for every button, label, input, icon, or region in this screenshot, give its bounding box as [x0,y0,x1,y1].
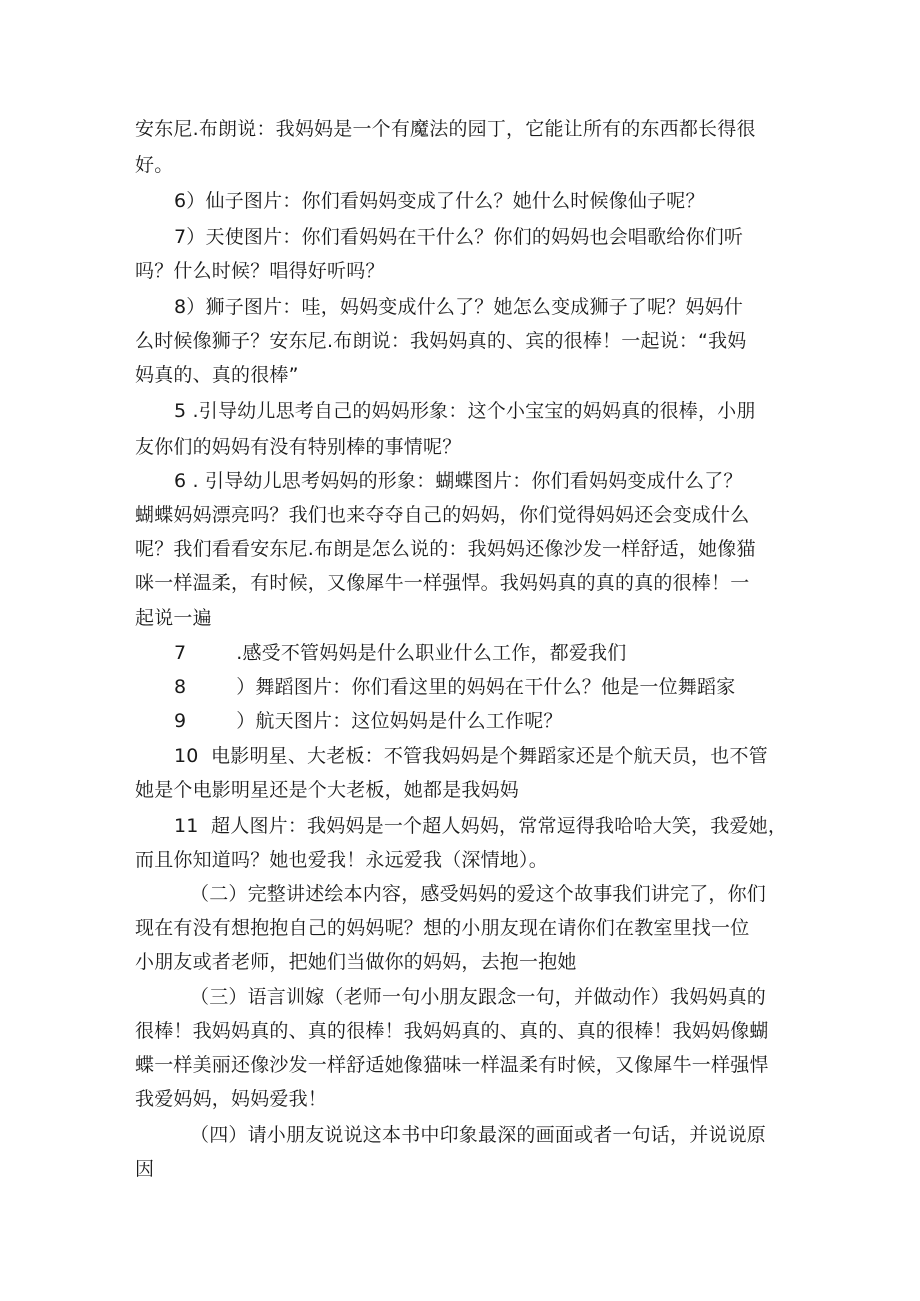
text-line-13: 呢？我们看看安东尼.布朗是怎么说的：我妈妈还像沙发一样舒适，她像猫 [135,538,756,560]
text-line-24: 现在有没有想抱抱自己的妈妈呢？想的小朋友现在请你们在教室里找一位 [135,917,750,939]
text-line-21: 11 超人图片：我妈妈是一个超人妈妈，常常逗得我哈哈大笑，我爱她， [174,815,788,837]
text-line-1: 安东尼.布朗说：我妈妈是一个有魔法的园丁，它能让所有的东西都长得很 [135,118,756,140]
text-line-27: 很棒！我妈妈真的、真的很棒！我妈妈真的、真的、真的很棒！我妈妈像蝴 [135,1020,769,1042]
text-line-9: 5 .引导幼儿思考自己的妈妈形象：这个小宝宝的妈妈真的很棒，小朋 [174,400,756,422]
text-line-17: 8 ）舞蹈图片：你们看这里的妈妈在干什么？他是一位舞蹈家 [174,676,736,698]
text-line-28: 蝶一样美丽还像沙发一样舒适她像猫味一样温柔有时候，又像犀牛一样强悍 [135,1054,769,1076]
text-line-18: 9 ）航天图片：这位妈妈是什么工作呢？ [174,710,563,732]
text-line-5: 吗？什么时候？唱得好听吗？ [135,260,385,282]
text-line-29: 我爱妈妈，妈妈爱我！ [135,1088,328,1110]
text-line-20: 她是个电影明星还是个大老板，她都是我妈妈 [135,779,520,801]
text-line-6: 8）狮子图片：哇，妈妈变成什么了？她怎么变成狮子了呢？妈妈什 [174,296,744,318]
text-line-22: 而且你知道吗？她也爱我！永远爱我（深情地）。 [135,849,548,871]
text-line-19: 10 电影明星、大老板：不管我妈妈是个舞蹈家还是个航天员，也不管 [174,745,768,767]
text-line-4: 7）天使图片：你们看妈妈在干什么？你们的妈妈也会唱歌给你们听 [174,226,744,248]
text-line-16: 7 .感受不管妈妈是什么职业什么工作，都爱我们 [174,642,627,664]
text-line-3: 6）仙子图片：你们看妈妈变成了什么？她什么时候像仙子呢？ [174,190,705,212]
text-line-2: 好。 [135,154,174,176]
text-line-14: 咪一样温柔，有时候，又像犀牛一样强悍。我妈妈真的真的真的很棒！一 [135,572,750,594]
text-line-7: 么时候像狮子？安东尼.布朗说：我妈妈真的、宾的很棒！一起说：“我妈 [135,330,747,352]
text-line-25: 小朋友或者老师，把她们当做你的妈妈，去抱一抱她 [135,951,577,973]
text-line-8: 妈真的、真的很棒” [135,364,299,386]
text-line-12: 蝴蝶妈妈漂亮吗？我们也来夺夺自己的妈妈，你们觉得妈妈还会变成什么 [135,504,750,526]
text-line-10: 友你们的妈妈有没有特别棒的事情呢？ [135,436,462,458]
text-line-30: （四）请小朋友说说这本书中印象最深的画面或者一句话，并说说原 [190,1124,767,1146]
text-line-31: 因 [135,1158,155,1180]
text-line-11: 6 . 引导幼儿思考妈妈的形象：蝴蝶图片：你们看妈妈变成什么了？ [174,470,743,492]
text-line-23: （二）完整讲述绘本内容，感受妈妈的爱这个故事我们讲完了，你们 [190,883,767,905]
text-line-15: 起说一遍 [135,607,212,629]
text-line-26: （三）语言训嫁（老师一句小朋友跟念一句，并做动作）我妈妈真的 [190,986,767,1008]
